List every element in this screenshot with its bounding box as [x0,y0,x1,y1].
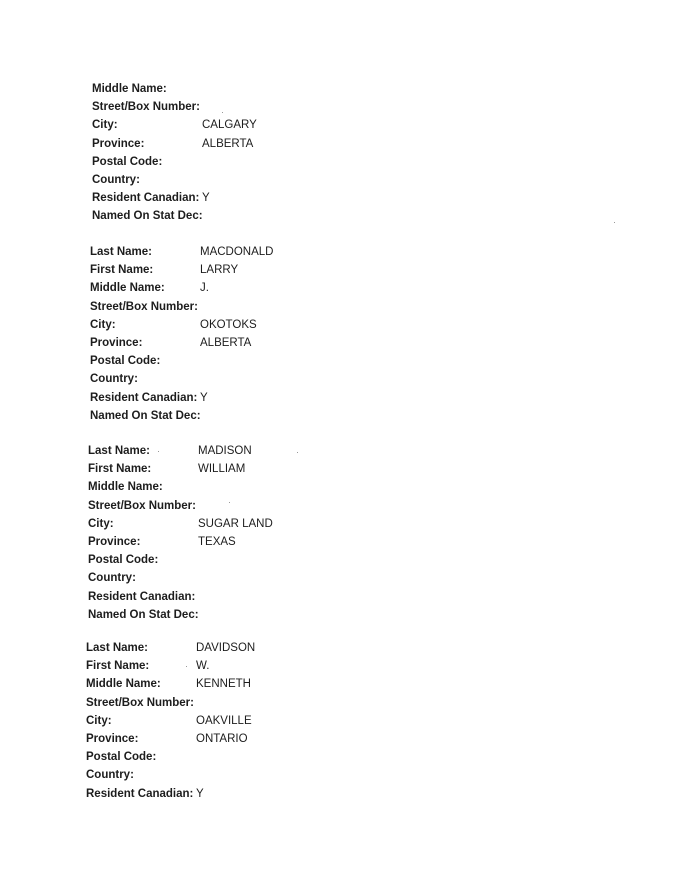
field-label: Named On Stat Dec: [88,608,199,621]
scan-speck [614,222,615,223]
field-value: OAKVILLE [196,714,252,727]
field-label: City: [86,714,112,727]
field-label: Middle Name: [92,83,167,95]
field-value: Y [202,192,210,205]
field-value: DAVIDSON [196,642,256,654]
field-label: Named On Stat Dec: [92,210,203,223]
field-label: First Name: [90,264,154,277]
field-label: Last Name: [90,246,152,258]
field-label: Last Name: [86,642,148,654]
field-value: Y [196,787,204,800]
field-value: J. [200,282,209,295]
field-label: Postal Code: [88,554,159,567]
field-label: Country: [92,173,140,186]
field-label: Resident Canadian: [90,391,198,404]
field-label: Country: [90,373,138,386]
field-label: Province: [90,336,143,349]
field-label: Resident Canadian: [88,590,196,603]
field-label: Country: [86,769,134,782]
field-label: Street/Box Number: [90,300,198,313]
scan-speck [222,112,223,113]
scan-speck [158,451,159,452]
field-label: Postal Code: [90,355,161,368]
field-label: Last Name: [88,445,150,457]
field-label: First Name: [86,660,150,673]
field-value: OKOTOKS [200,318,257,331]
field-label: City: [88,517,114,530]
field-label: Resident Canadian: [92,192,200,205]
field-label: City: [90,318,116,331]
field-value: Y [200,391,208,404]
scan-speck [297,452,298,453]
field-label: Middle Name: [88,481,163,494]
field-label: City: [92,119,118,132]
field-label: Middle Name: [90,282,165,295]
field-value: ALBERTA [200,336,252,349]
field-label: Street/Box Number: [88,499,196,512]
field-value: W. [196,660,210,673]
field-value: ALBERTA [202,137,254,150]
field-label: Province: [92,137,145,150]
field-value: SUGAR LAND [198,517,273,530]
scan-speck [186,666,187,667]
field-value: MADISON [198,445,252,457]
field-label: Street/Box Number: [92,101,200,114]
scan-speck [229,502,230,503]
field-value: KENNETH [196,678,251,691]
field-value: WILLIAM [198,463,246,476]
field-label: Country: [88,572,136,585]
field-label: Resident Canadian: [86,787,194,800]
field-label: Street/Box Number: [86,696,194,709]
field-label: Province: [86,732,139,745]
field-label: Postal Code: [92,155,163,168]
field-label: Named On Stat Dec: [90,409,201,422]
field-label: Middle Name: [86,678,161,691]
field-label: Postal Code: [86,751,157,764]
field-value: TEXAS [198,535,236,548]
field-label: Province: [88,535,141,548]
field-value: LARRY [200,264,239,277]
field-value: MACDONALD [200,246,274,258]
field-label: First Name: [88,463,152,476]
field-value: CALGARY [202,119,257,132]
field-value: ONTARIO [196,732,248,745]
